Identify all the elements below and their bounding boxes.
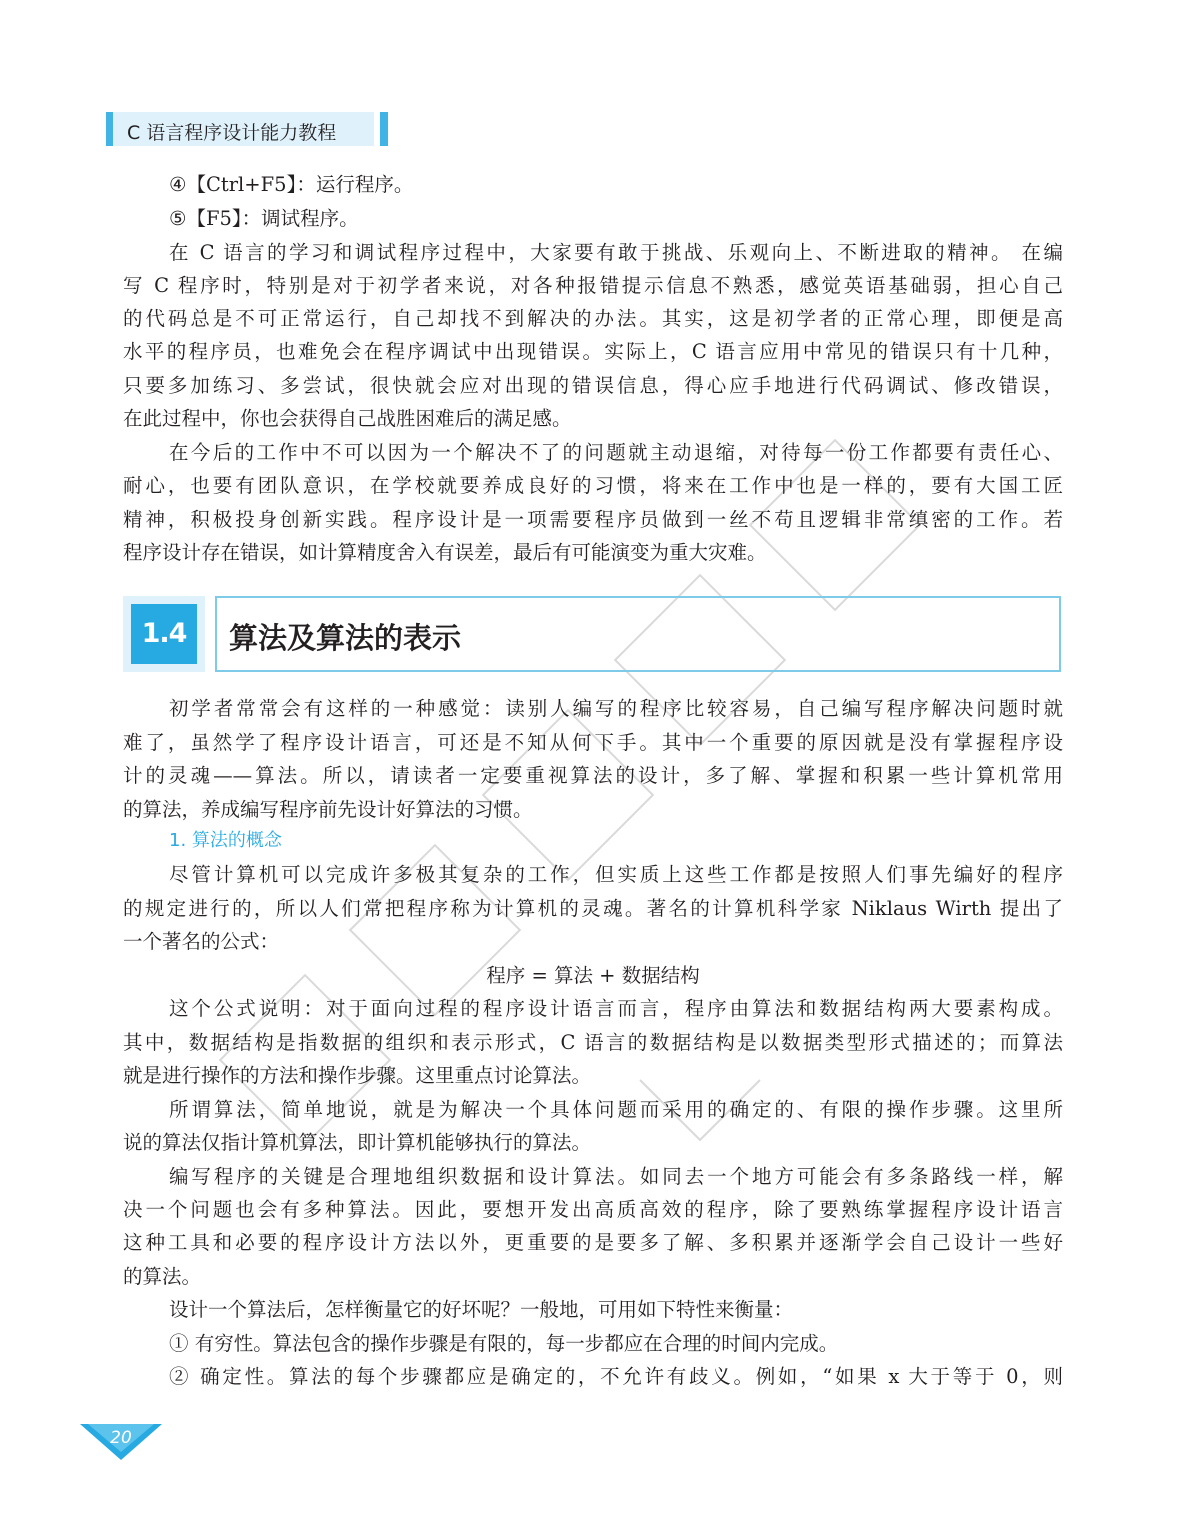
text-line: 决一个问题也会有多种算法。因此，要想开发出高质高效的程序，除了要熟练掌握程序设计语言 [123,1198,1063,1221]
text-line: 一个著名的公式： [123,930,280,953]
list-item: ① 有穷性。算法包含的操作步骤是有限的，每一步都应在合理的时间内完成。 [169,1332,839,1355]
text-line: 这种工具和必要的程序设计方法以外，更重要的是要多了解、多积累并逐渐学会自己设计一些好 [123,1231,1063,1254]
text-line: 耐心，也要有团队意识，在学校就要养成良好的习惯，将来在工作中也是一样的，要有大国工匠 [123,474,1063,497]
text-line: 写 C 程序时，特别是对于初学者来说，对各种报错提示信息不熟悉，感觉英语基础弱，担心自己 [123,274,1063,297]
text-line: 的算法。 [123,1265,202,1288]
subheading: 1. 算法的概念 [169,830,282,851]
section-title-box [215,596,1061,672]
text-line: 初学者常常会有这样的一种感觉：读别人编写的程序比较容易，自己编写程序解决问题时就 [169,697,1063,720]
text-line: 在此过程中，你也会获得自己战胜困难后的满足感。 [123,407,572,430]
text-line: 的算法，养成编写程序前先设计好算法的习惯。 [123,798,533,821]
text-line: 尽管计算机可以完成许多极其复杂的工作，但实质上这些工作都是按照人们事先编好的程序 [169,863,1063,886]
text-line: 只要多加练习、多尝试，很快就会应对出现的错误信息，得心应手地进行代码调试、修改错误， [123,374,1063,397]
book-title: C 语言程序设计能力教程 [127,122,337,144]
text-line: 的规定进行的，所以人们常把程序称为计算机的灵魂。著名的计算机科学家 Niklaus Wirth 提出了 [123,897,1063,920]
list-item: ② 确定性。算法的每个步骤都应是确定的，不允许有歧义。例如，“如果 x 大于等于 0，则 [169,1365,1063,1388]
section-heading [123,596,1061,672]
text-line: 在 C 语言的学习和调试程序过程中，大家要有敢于挑战、乐观向上、不断进取的精神。 在编 [169,241,1063,264]
formula: 程序 = 算法 + 数据结构 [486,964,700,987]
section-number-badge [123,596,205,672]
text-line: 的代码总是不可正常运行，自己却找不到解决的办法。其实，这是初学者的正常心理，即便是高 [123,307,1063,330]
text-line: 所谓算法，简单地说，就是为解决一个具体问题而采用的确定的、有限的操作步骤。这里所 [169,1098,1063,1121]
section-number: 1.4 [131,604,197,664]
text-line: 计的灵魂——算法。所以，请读者一定要重视算法的设计，多了解、掌握和积累一些计算机常用 [123,764,1063,787]
text-line: 就是进行操作的方法和操作步骤。这里重点讨论算法。 [123,1064,592,1087]
text-line: 水平的程序员，也难免会在程序调试中出现错误。实际上，C 语言应用中常见的错误只有十几种， [123,340,1063,363]
text-line: 精神，积极投身创新实践。程序设计是一项需要程序员做到一丝不苟且逻辑非常缜密的工作。若 [123,508,1063,531]
text-line: 编写程序的关键是合理地组织数据和设计算法。如同去一个地方可能会有多条路线一样，解 [169,1165,1063,1188]
page-number: 20 [110,1428,132,1448]
section-title: 算法及算法的表示 [229,621,462,655]
running-header [106,112,374,146]
list-item: ④【Ctrl+F5】：运行程序。 [169,173,414,196]
text-line: 难了，虽然学了程序设计语言，可还是不知从何下手。其中一个重要的原因就是没有掌握程序设 [123,731,1063,754]
text-line: 设计一个算法后，怎样衡量它的好坏呢？一般地，可用如下特性来衡量： [169,1298,794,1321]
text-line: 在今后的工作中不可以因为一个解决不了的问题就主动退缩，对待每一份工作都要有责任心、 [169,441,1063,464]
text-line: 程序设计存在错误，如计算精度舍入有误差，最后有可能演变为重大灾难。 [123,541,767,564]
text-line: 说的算法仅指计算机算法，即计算机能够执行的算法。 [123,1131,592,1154]
list-item: ⑤【F5】：调试程序。 [169,207,359,230]
text-line: 其中，数据结构是指数据的组织和表示形式，C 语言的数据结构是以数据类型形式描述的；而算法 [123,1031,1063,1054]
text-line: 这个公式说明：对于面向过程的程序设计语言而言，程序由算法和数据结构两大要素构成。 [169,997,1063,1020]
